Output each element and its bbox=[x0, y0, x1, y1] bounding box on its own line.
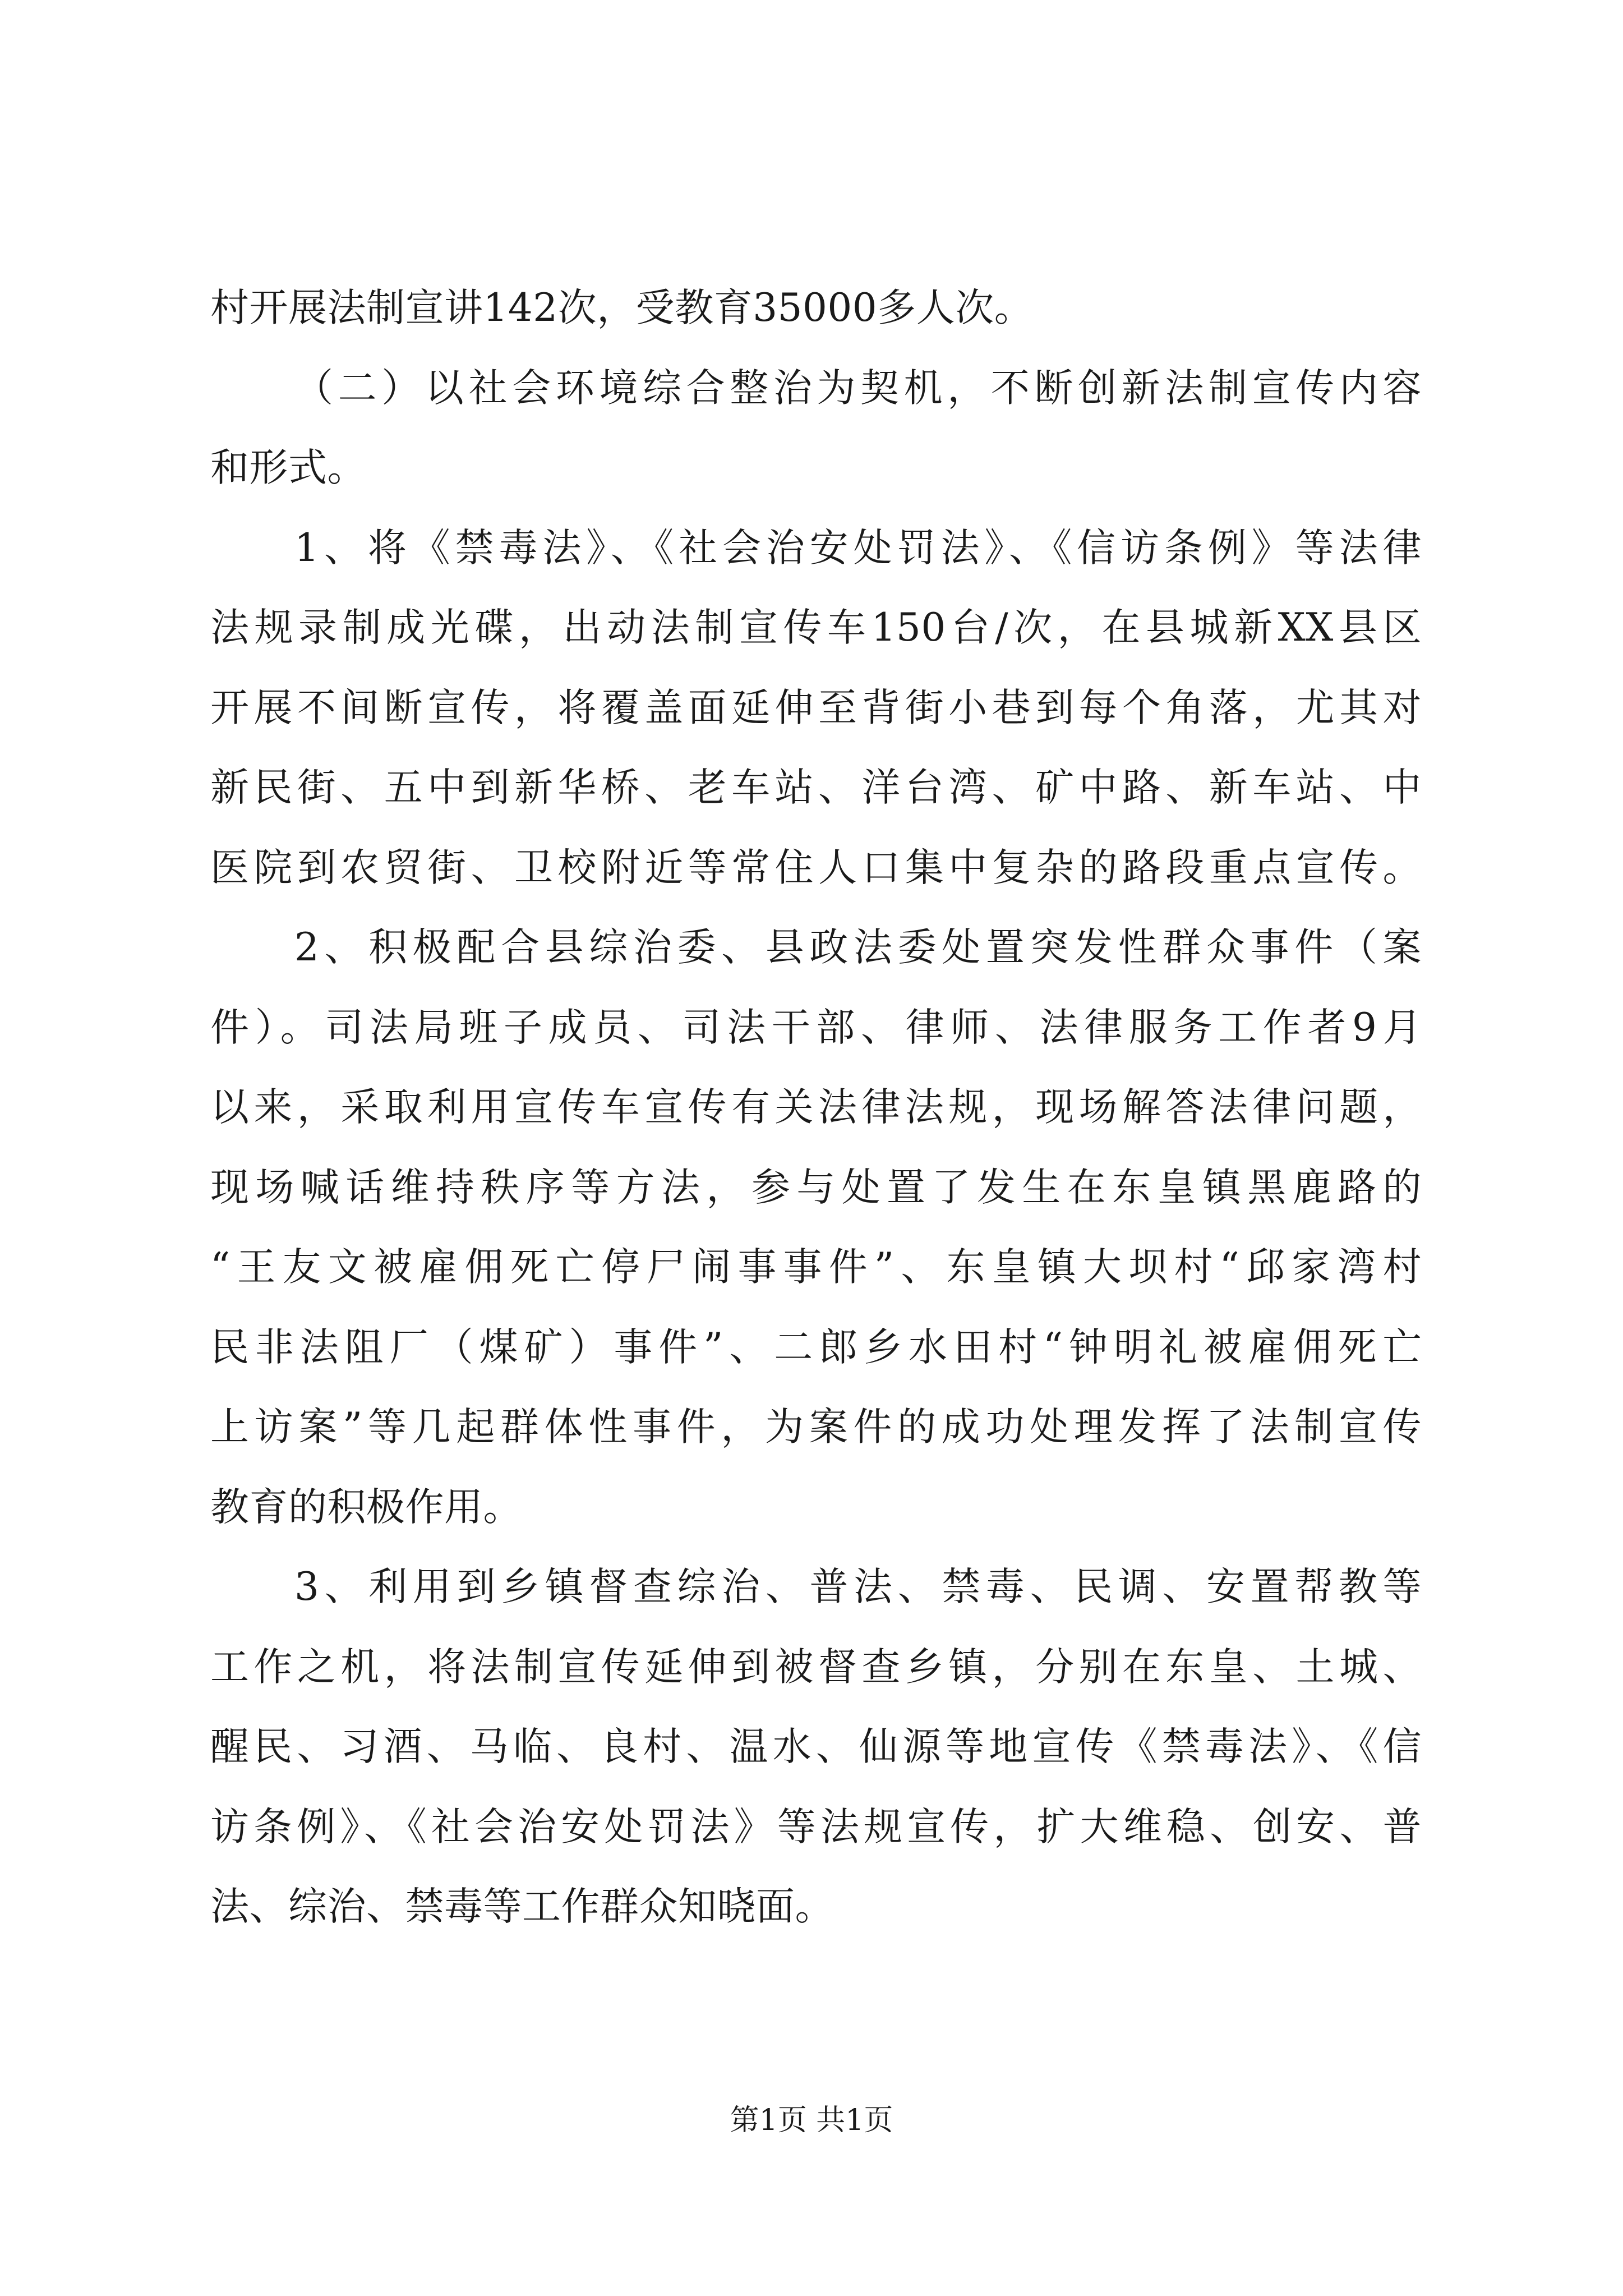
paragraph-line: 上访案”等几起群体性事件，为案件的成功处理发挥了法制宣传 bbox=[210, 1405, 1422, 1450]
paragraph-line: 醒民、习酒、马临、良村、温水、仙源等地宣传《禁毒法》、《信 bbox=[210, 1724, 1422, 1769]
paragraph-first-line: 2、积极配合县综治委、县政法委处置突发性群众事件（案 bbox=[294, 925, 1422, 970]
paragraph-line: 民非法阻厂（煤矿）事件”、二郎乡水田村“钟明礼被雇佣死亡 bbox=[210, 1324, 1422, 1370]
paragraph-line: 开展不间断宣传，将覆盖面延伸至背街小巷到每个角落，尤其对 bbox=[210, 685, 1422, 730]
paragraph-line: 村开展法制宣讲142次，受教育35000多人次。 bbox=[210, 286, 1034, 330]
paragraph-line: 法、综治、禁毒等工作群众知晓面。 bbox=[210, 1884, 834, 1929]
paragraph-first-line: 1、将《禁毒法》、《社会治安处罚法》、《信访条例》等法律 bbox=[294, 525, 1422, 570]
paragraph-line: 法规录制成光碟，出动法制宣传车150台/次，在县城新XX县区 bbox=[210, 605, 1422, 650]
paragraph-line: 教育的积极作用。 bbox=[210, 1484, 522, 1530]
document-body bbox=[210, 268, 1422, 1947]
paragraph-line: 和形式。 bbox=[210, 445, 366, 490]
paragraph-line: “王友文被雇佣死亡停尸闹事事件”、东皇镇大坝村“邱家湾村 bbox=[210, 1245, 1422, 1290]
paragraph-line: 现场喊话维持秩序等方法，参与处置了发生在东皇镇黑鹿路的 bbox=[210, 1165, 1422, 1210]
paragraph-line: 医院到农贸街、卫校附近等常住人口集中复杂的路段重点宣传。 bbox=[210, 845, 1422, 890]
paragraph-line: 以来，采取利用宣传车宣传有关法律法规，现场解答法律问题， bbox=[210, 1085, 1422, 1130]
paragraph-line: 件）。司法局班子成员、司法干部、律师、法律服务工作者9月 bbox=[210, 1005, 1422, 1050]
page-footer: 第1页 共1页 bbox=[730, 2104, 893, 2137]
paragraph-first-line: 3、利用到乡镇督查综治、普法、禁毒、民调、安置帮教等 bbox=[294, 1565, 1422, 1609]
paragraph-line: 访条例》、《社会治安处罚法》等法规宣传，扩大维稳、创安、普 bbox=[210, 1804, 1422, 1849]
paragraph-first-line: （二）以社会环境综合整治为契机，不断创新法制宣传内容 bbox=[294, 365, 1422, 411]
paragraph-line: 新民街、五中到新华桥、老车站、洋台湾、矿中路、新车站、中 bbox=[210, 765, 1422, 810]
paragraph-line: 工作之机，将法制宣传延伸到被督查乡镇，分别在东皇、土城、 bbox=[210, 1644, 1422, 1690]
